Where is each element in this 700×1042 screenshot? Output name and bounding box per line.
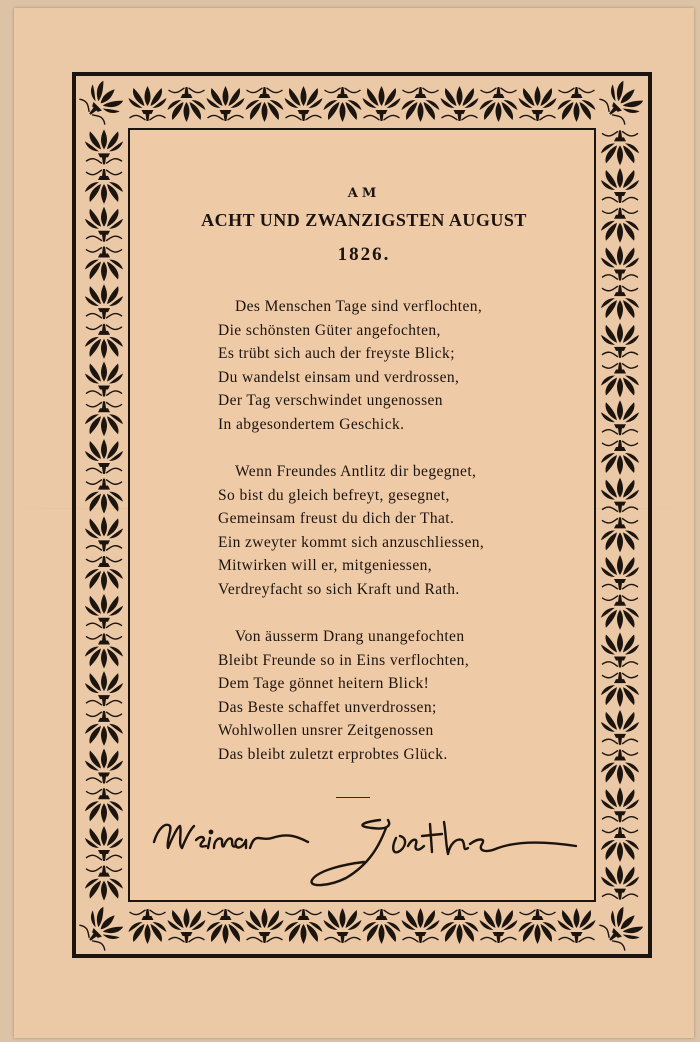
verse-line: Das bleibt zuletzt erprobtes Glück. <box>218 745 448 763</box>
verse-line: Mitwirken will er, mitgeniessen, <box>218 557 433 574</box>
verse-line: Dem Tage gönnet heitern Blick! <box>218 675 430 692</box>
verse-line: Des Menschen Tage sind verflochten, <box>235 298 483 315</box>
heading-year: 1826. <box>337 244 391 265</box>
handwritten-signature <box>150 808 590 898</box>
stanza-1 <box>218 295 548 436</box>
stanza-3 <box>218 625 548 766</box>
verse-line: Der Tag verschwindet ungenossen <box>218 392 443 409</box>
page-title: ACHT UND ZWANZIGSTEN AUGUST <box>201 210 527 230</box>
verse-line: Die schönsten Güter angefochten, <box>218 321 441 339</box>
divider-rule <box>336 797 370 798</box>
verse-line: Das Beste schaffet unverdrossen; <box>218 698 437 716</box>
verse-line: Bleibt Freunde so in Eins verflochten, <box>218 651 470 669</box>
verse-line: In abgesondertem Geschick. <box>218 415 405 433</box>
verse-line: Gemeinsam freust du dich der That. <box>218 510 455 527</box>
verse-line: Von äusserm Drang unangefochten <box>235 628 465 645</box>
verse-line: Wohlwollen unsrer Zeitgenossen <box>218 722 434 739</box>
verse-line: Wenn Freundes Antlitz dir begegnet, <box>235 463 477 480</box>
verse-line: Es trübt sich auch der freyste Blick; <box>218 345 455 362</box>
heading-am: AM <box>347 186 381 201</box>
verse-line: Ein zweyter kommt sich anzuschliessen, <box>218 533 485 551</box>
verse-line: Verdreyfacht so sich Kraft und Rath. <box>218 580 460 598</box>
stanza-2 <box>218 460 548 601</box>
verse-line: Du wandelst einsam und verdrossen, <box>218 368 460 386</box>
verse-line: So bist du gleich befreyt, gesegnet, <box>218 486 450 504</box>
